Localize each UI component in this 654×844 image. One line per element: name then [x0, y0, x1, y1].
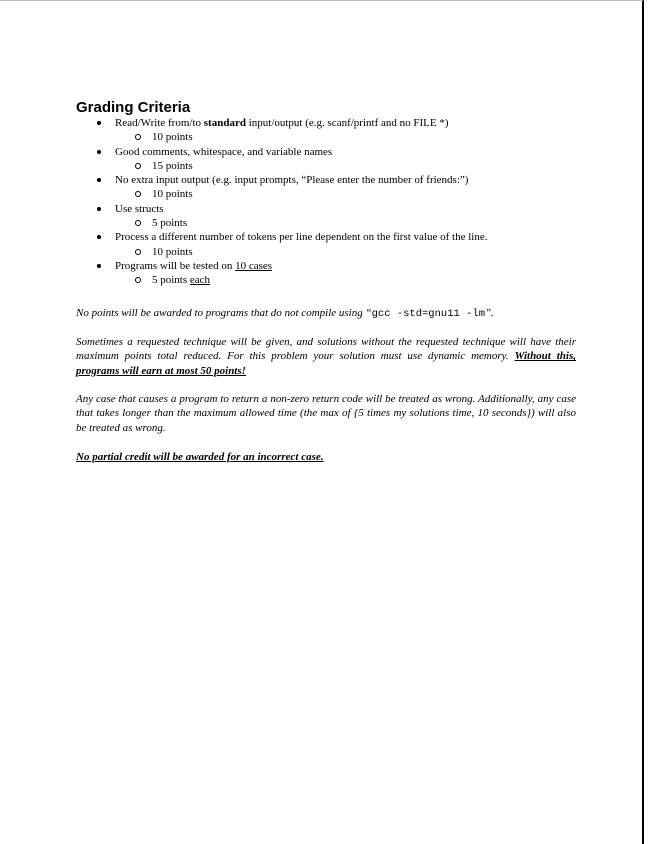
criteria-text: Use structs: [115, 202, 164, 215]
criteria-text: No extra input output (e.g. input prompts, “Please enter the number of friends:”): [115, 174, 469, 187]
points-list: [115, 159, 616, 173]
criteria-item: [96, 116, 616, 145]
criteria-text: input/output (e.g. scanf/printf and no FILE *): [245, 117, 449, 129]
points-item: 10 points: [115, 130, 616, 144]
compile-command: gcc -std=gnu11 -lm: [371, 308, 486, 320]
partial-credit-note: [76, 450, 576, 464]
criteria-text: Good comments, whitespace, and variable names: [115, 145, 333, 158]
points-list: [115, 273, 616, 287]
criteria-text: Programs will be tested on: [115, 259, 236, 272]
criteria-list: [96, 116, 616, 288]
points-item: 10 points: [115, 245, 616, 259]
criteria-underlined-text: 10 cases: [235, 259, 273, 272]
criteria-item: [96, 145, 616, 174]
points-underlined-text: each: [189, 274, 211, 287]
criteria-item: [96, 202, 616, 231]
compile-note-text: ”.: [485, 307, 494, 319]
points-item: 5 points: [115, 216, 616, 230]
criteria-item: [96, 173, 616, 202]
points-list: [115, 245, 616, 259]
criteria-item: [96, 259, 616, 288]
points-item: 10 points: [115, 187, 616, 201]
partial-credit-text: No partial credit will be awarded for an incorrect case.: [76, 451, 324, 463]
points-list: [115, 216, 616, 230]
points-list: [115, 187, 616, 201]
compile-note-text: No points will be awarded to programs that do not compile using “: [76, 307, 372, 319]
section-heading: Grading Criteria: [76, 99, 191, 116]
criteria-text: Read/Write from/to: [115, 117, 204, 129]
technique-note-emphasis: Without this, programs will earn at most 50 points!: [76, 350, 576, 377]
points-item: 15 points: [115, 159, 616, 173]
error-note: Any case that causes a program to return a non-zero return code will be treated as wrong. Additionally, any case that takes longer than the maximum allowed time (the max of {5 times my solutions time, 10 seconds}) will also be treated as wrong.: [76, 393, 576, 434]
criteria-text: Process a different number of tokens per line dependent on the first value of the line.: [115, 231, 488, 244]
points-list: [115, 130, 616, 144]
technique-note-text: Sometimes a requested technique will be given, and solutions without the requested technique will have their maximum points total reduced. For this problem your solution must use dynamic memory.: [76, 336, 576, 363]
points-text: 5 points: [152, 274, 190, 287]
criteria-item: [96, 230, 616, 259]
compile-note: [76, 306, 576, 321]
criteria-bold-text: standard: [203, 117, 246, 129]
technique-note: [76, 335, 576, 378]
points-item: [115, 273, 616, 287]
